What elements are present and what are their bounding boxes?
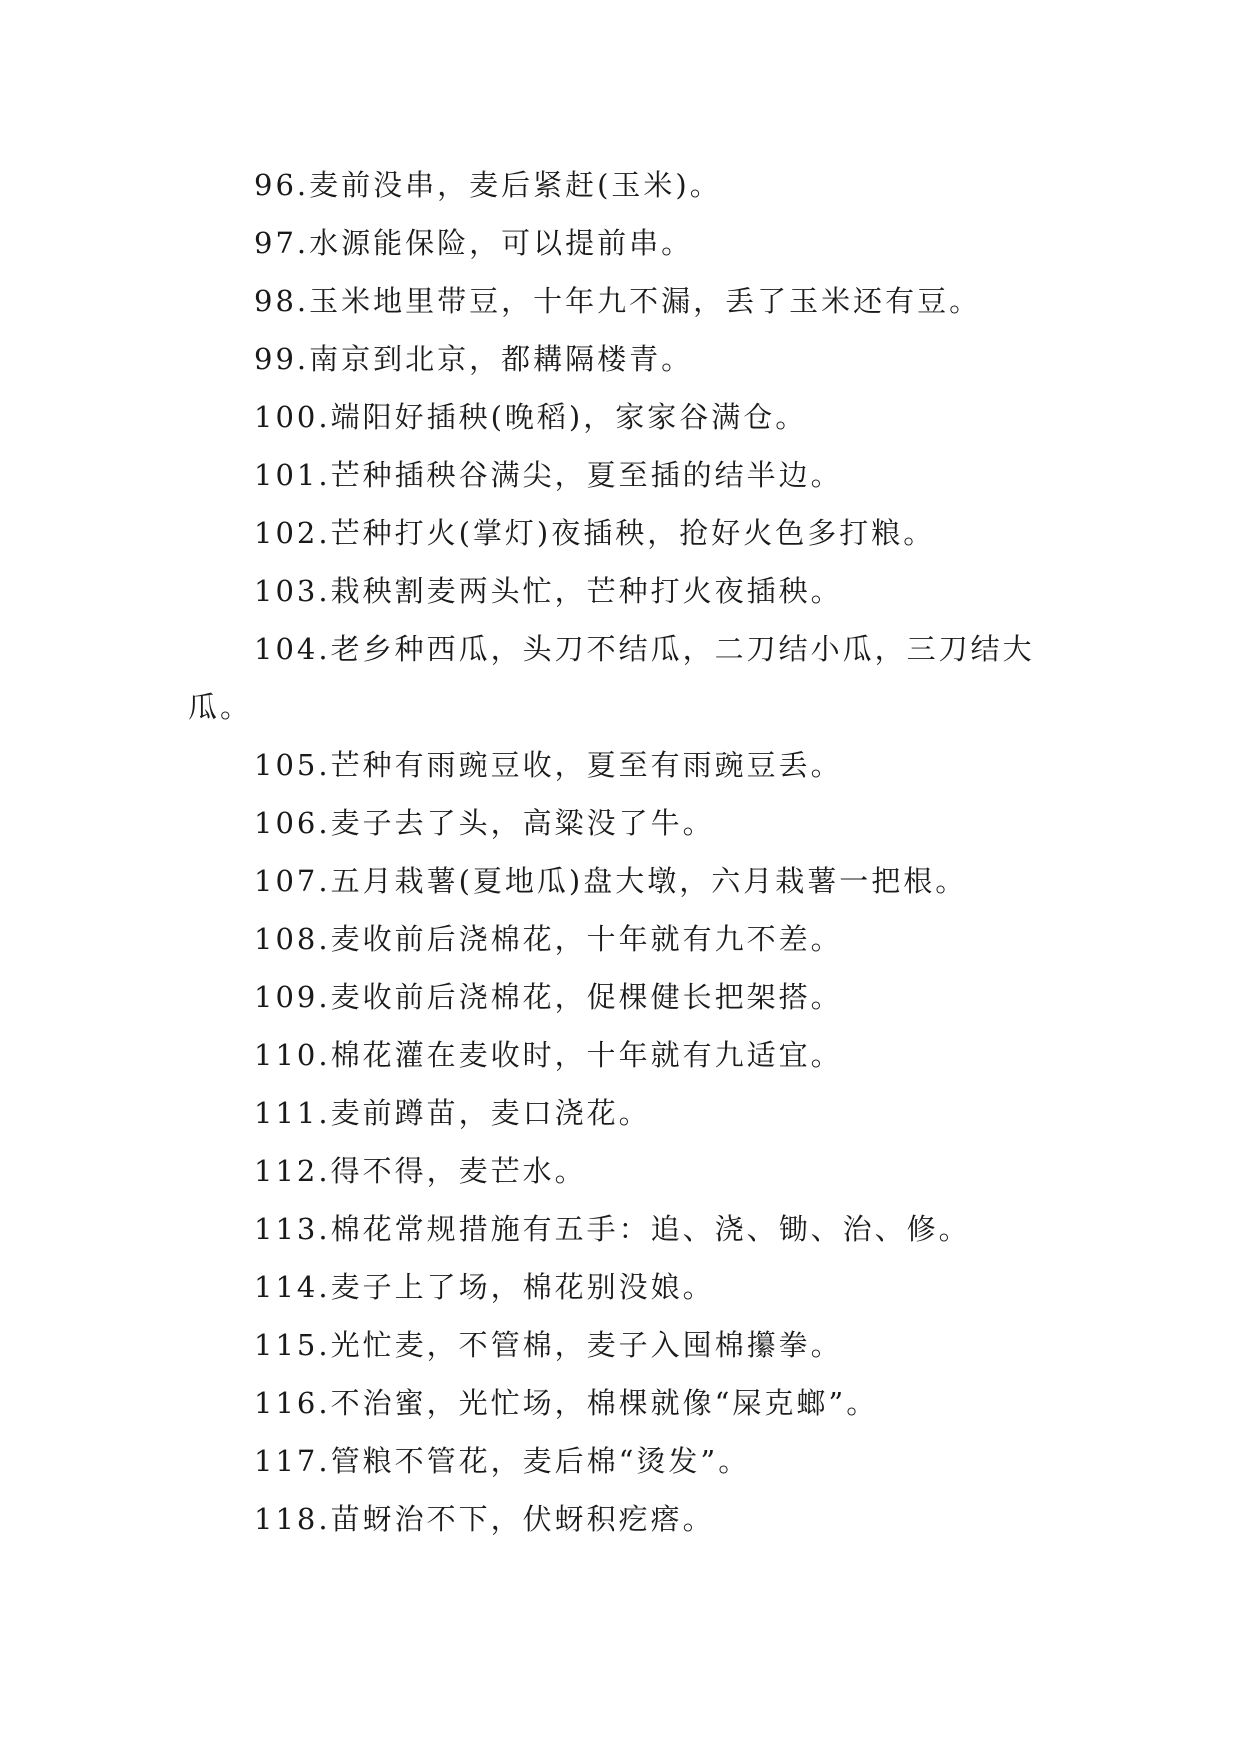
proverb-item: 118.苗蚜治不下，伏蚜积疙瘩。 [254,1502,715,1536]
proverb-item: 108.麦收前后浇棉花，十年就有九不差。 [254,922,843,956]
proverb-list [188,156,1048,1548]
proverb-item: 116.不治蜜，光忙场，棉棵就像“屎克螂”。 [254,1386,879,1420]
proverb-item: 113.棉花常规措施有五手：追、浇、锄、治、修。 [254,1212,971,1246]
proverb-item: 98.玉米地里带豆，十年九不漏，丢了玉米还有豆。 [254,284,982,318]
proverb-item: 110.棉花灌在麦收时，十年就有九适宜。 [254,1038,843,1072]
proverb-item: 106.麦子去了头，高粱没了牛。 [254,806,715,840]
proverb-item: 109.麦收前后浇棉花，促棵健长把架搭。 [254,980,843,1014]
proverb-item: 100.端阳好插秧(晚稻)，家家谷满仓。 [254,400,808,434]
proverb-item: 107.五月栽薯(夏地瓜)盘大墩，六月栽薯一把根。 [254,864,968,898]
proverb-item: 99.南京到北京，都耩隔楼青。 [254,342,694,376]
proverb-item: 97.水源能保险，可以提前串。 [254,226,694,260]
proverb-item: 102.芒种打火(掌灯)夜插秧，抢好火色多打粮。 [254,516,936,550]
proverb-item: 96.麦前没串，麦后紧赶(玉米)。 [254,168,722,202]
proverb-item: 114.麦子上了场，棉花别没娘。 [254,1270,715,1304]
proverb-item: 103.栽秧割麦两头忙，芒种打火夜插秧。 [254,574,843,608]
proverb-item: 105.芒种有雨豌豆收，夏至有雨豌豆丢。 [254,748,843,782]
proverb-item: 104.老乡种西瓜，头刀不结瓜，二刀结小瓜，三刀结大瓜。 [188,632,1035,724]
proverb-item: 115.光忙麦，不管棉，麦子入囤棉攥拳。 [254,1328,843,1362]
proverb-item: 117.管粮不管花，麦后棉“烫发”。 [254,1444,751,1478]
proverb-item: 112.得不得，麦芒水。 [254,1154,587,1188]
proverb-item: 111.麦前蹲苗，麦口浇花。 [254,1096,651,1130]
proverb-item: 101.芒种插秧谷满尖，夏至插的结半边。 [254,458,843,492]
